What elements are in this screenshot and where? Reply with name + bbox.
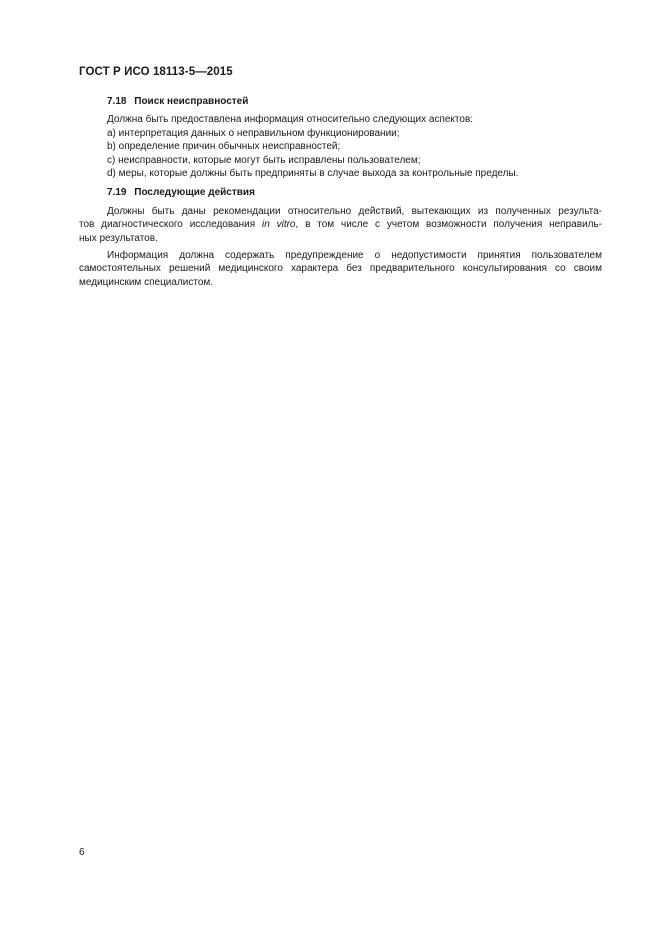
- paragraph-line: медицинским специалистом.: [79, 276, 214, 288]
- paragraph-warning: [79, 249, 602, 289]
- troubleshooting-list: [79, 127, 602, 181]
- paragraph-line: Информация должна содержать предупреждение о недопустимости принятия пользователем: [107, 250, 602, 262]
- line-text: , в том числе с учетом возможности получения неправиль-: [295, 219, 602, 231]
- paragraph-recommendations: [79, 205, 602, 245]
- paragraph-line: [79, 218, 602, 231]
- paragraph-line: Должны быть даны рекомендации относительно действий, вытекающих из полученных результа-: [107, 205, 602, 217]
- section-number: 7.18: [107, 96, 127, 107]
- list-item-d: d) меры, которые должны быть предприняты в случае выхода за контрольные пределы.: [107, 168, 519, 180]
- line-text: тов диагностического исследования: [79, 219, 262, 231]
- document-content: [79, 95, 602, 289]
- section-title: Последующие действия: [134, 187, 255, 199]
- section-title: Поиск неисправностей: [134, 96, 249, 107]
- italic-term: in vitro: [261, 219, 296, 231]
- section-intro: Должна быть предоставлена информация относительно следующих аспектов:: [107, 114, 474, 126]
- list-item-c: c) неисправности, которые могут быть исправлены пользователем;: [107, 154, 421, 166]
- list-item-a: a) интерпретация данных о неправильном функционировании;: [107, 127, 400, 139]
- paragraph-line: самостоятельных решений медицинского характера без предварительного консультирования со своим: [79, 263, 602, 275]
- list-item-b: b) определение причин обычных неисправностей;: [107, 141, 341, 153]
- paragraph-line: ных результатов.: [79, 232, 158, 244]
- section-heading-7-19: [79, 186, 602, 199]
- section-number: 7.19: [107, 187, 127, 199]
- document-header-title: ГОСТ Р ИСО 18113-5—2015: [79, 66, 233, 78]
- section-heading-7-18: [79, 95, 602, 108]
- page-number: 6: [79, 847, 85, 858]
